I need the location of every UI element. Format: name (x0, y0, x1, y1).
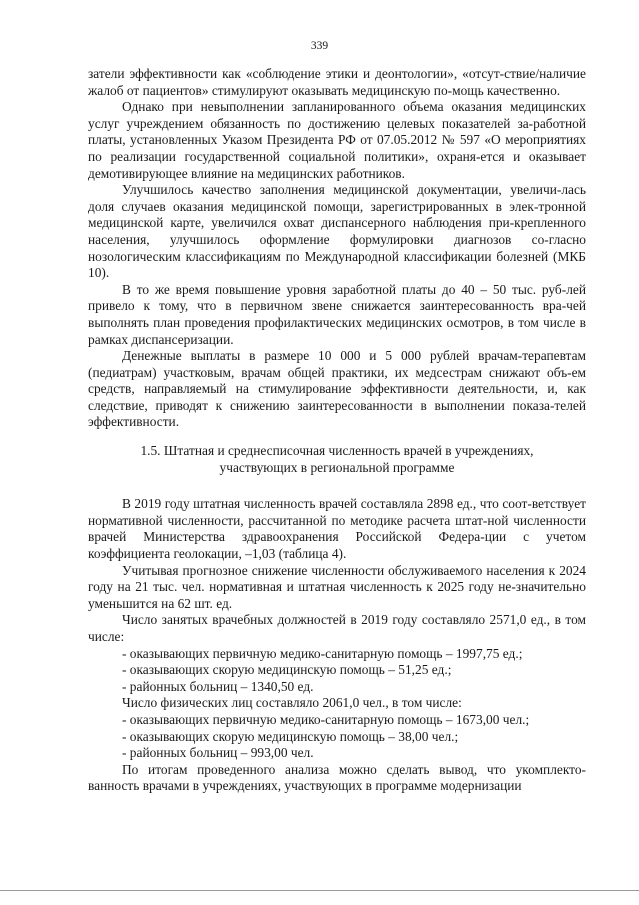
paragraph-persons-intro: Число физических лиц составляло 2061,0 чел., в том числе: (122, 695, 462, 711)
paragraph-cash-payments: Денежные выплаты в размере 10 000 и 5 000 рублей врачам-терапевтам (педиатрам) участковым, врачам общей практики, их медсестрам снижают объ-ем средств, направляемый на стимулирование эффективности деятельности, и, как следствие, приводят к снижению заинтересованности в выполнении показа-телей эффективности. (88, 348, 586, 430)
list-item: - районных больниц – 1340,50 ед. (122, 678, 314, 694)
page-number: 339 (310, 40, 329, 52)
paragraph-continuation: затели эффективности как «соблюдение этики и деонтологии», «отсут-ствие/наличие жалоб от пациентов» стимулируют оказывать медицинскую по-мощь качественно. (88, 66, 586, 98)
paragraph-population-forecast: Учитывая прогнозное снижение численности обслуживаемого населения к 2024 году на 21 тыс. чел. нормативная и штатная численность к 2025 году не-значительно уменьшится на 62 шт. ед. (88, 562, 586, 611)
section-heading: 1.5. Штатная и среднесписочная численность врачей в учреждениях, участвующих в региональной программе (140, 443, 534, 475)
paragraph-conclusion: По итогам проведенного анализа можно сделать вывод, что укомплекто-ванность врачами в учреждениях, участвующих в программе модернизации (88, 761, 586, 794)
paragraph-staff-count: В 2019 году штатная численность врачей составляла 2898 ед., что соот-ветствует нормативной численности, рассчитанной по методике расчета штат-ной численности врачей Министерства здравоохранения Российской Федера-ции с учетом коэффициента геолокации, –1,03 (таблица 4). (88, 496, 586, 562)
list-item: - оказывающих скорую медицинскую помощь – 51,25 ед.; (122, 662, 452, 678)
list-item: - оказывающих первичную медико-санитарную помощь – 1673,00 чел.; (122, 711, 530, 727)
paragraph-salary-increase: В то же время повышение уровня заработной платы до 40 – 50 тыс. руб-лей привело к тому, что в первичном звене снижается заинтересованность вра-чей выполнять план проведения профилактических медицинских осмотров, в том числе в рамках диспансеризации. (88, 281, 586, 347)
list-item: - оказывающих скорую медицинскую помощь – 38,00 чел.; (122, 728, 459, 744)
document-body (88, 66, 586, 795)
paragraph-salary-targets: Однако при невыполнении запланированного объема оказания медицинских услуг учреждением обязанность по достижению целевых показателей за-работной платы, установленных Указом Президента РФ от 07.05.2012 № 597 «О мероприятиях по реализации государственной социальной политики», охраня-ется и оказывает демотивирующее влияние на медицинских работников. (88, 99, 586, 181)
paragraph-occupied-positions: Число занятых врачебных должностей в 2019 году составляло 2571,0 ед., в том числе: (88, 612, 586, 644)
list-item: - оказывающих первичную медико-санитарную помощь – 1997,75 ед.; (122, 645, 523, 661)
page-bottom-rule (0, 890, 639, 891)
paragraph-documentation-quality: Улучшилось качество заполнения медицинской документации, увеличи-лась доля случаев оказания медицинской помощи, зарегистрированных в элек-тронной медицинской карте, увеличился охват диспансерного наблюдения при-крепленного населения, улучшилось оформление формулировки диагнозов со-гласно нозологическим классификациям по Международной классификации болезней (МКБ 10). (88, 182, 586, 281)
list-item: - районных больниц – 993,00 чел. (122, 745, 314, 761)
